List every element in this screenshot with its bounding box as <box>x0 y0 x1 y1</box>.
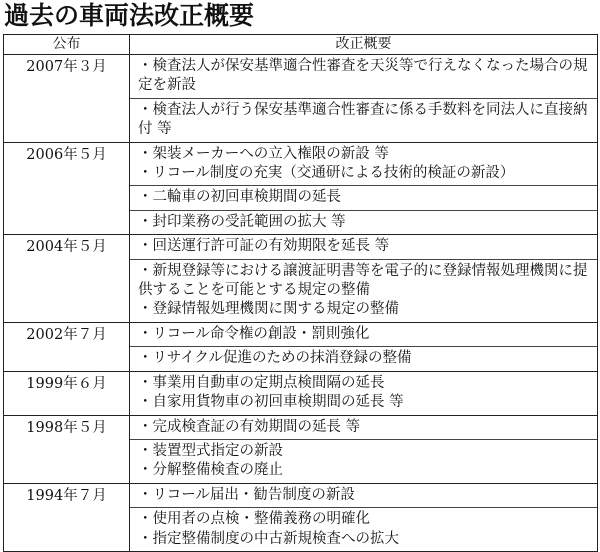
table-row <box>4 142 598 235</box>
table-row <box>4 371 598 415</box>
summary-item: ・検査法人が行う保安基準適合性審査に係る手数料を同法人に直接納付 等 <box>138 101 588 138</box>
summary-group <box>130 416 597 439</box>
summary-group <box>130 507 597 551</box>
promulgation-date: 2006年５月 <box>4 142 130 235</box>
promulgation-date: 2004年５月 <box>4 235 130 323</box>
promulgation-date: 2002年７月 <box>4 322 130 371</box>
summary-group <box>130 259 597 322</box>
summary-item: ・完成検査証の有効期間の延長 等 <box>138 418 361 435</box>
summary-item: ・新規登録等における譲渡証明書等を電子的に登録情報処理機関に提供することを可能とする規定の整備 <box>138 262 588 299</box>
summary-item: ・分解整備検査の廃止 <box>138 462 283 479</box>
summary-group <box>130 484 597 507</box>
revision-summary-cell <box>130 322 598 371</box>
summary-item: ・二輪車の初回車検期間の延長 <box>138 189 341 206</box>
summary-group <box>130 185 597 209</box>
revision-summary-cell <box>130 142 598 235</box>
table-row <box>4 322 598 371</box>
promulgation-date: 1998年５月 <box>4 415 130 483</box>
table-row <box>4 235 598 323</box>
promulgation-date: 1999年６月 <box>4 371 130 415</box>
summary-item: ・架装メーカーへの立入権限の新設 等 <box>138 145 389 162</box>
summary-item: ・リサイクル促進のための抹消登録の整備 <box>138 350 412 367</box>
summary-group <box>130 346 597 370</box>
summary-item: ・指定整備制度の中古新規検査への拡大 <box>138 530 399 547</box>
table-row <box>4 415 598 483</box>
revision-summary-cell <box>130 483 598 551</box>
summary-group <box>130 372 597 415</box>
summary-group <box>130 323 597 346</box>
summary-group <box>130 143 597 186</box>
column-header-summary: 改正概要 <box>130 35 598 55</box>
summary-group <box>130 55 597 98</box>
summary-group <box>130 439 597 483</box>
summary-item: ・封印業務の受託範囲の拡大 等 <box>138 213 346 230</box>
revision-summary-cell <box>130 55 598 143</box>
revision-summary-cell <box>130 371 598 415</box>
summary-group <box>130 210 597 234</box>
table-row <box>4 55 598 143</box>
promulgation-date: 2007年３月 <box>4 55 130 143</box>
summary-item: ・装置型式指定の新設 <box>138 442 283 459</box>
table-body <box>4 55 598 552</box>
summary-item: ・登録情報処理機関に関する規定の整備 <box>138 301 399 318</box>
summary-item: ・事業用自動車の定期点検間隔の延長 <box>138 374 385 391</box>
table-row <box>4 483 598 551</box>
summary-item: ・リコール届出・勧告制度の新設 <box>138 486 355 503</box>
table-header-row <box>4 35 598 55</box>
revision-table <box>3 34 598 552</box>
summary-item: ・リコール制度の充実（交通研による技術的検証の新設） <box>138 165 515 182</box>
revision-summary-cell <box>130 235 598 323</box>
summary-item: ・使用者の点検・整備義務の明確化 <box>138 511 370 528</box>
column-header-date: 公布 <box>4 35 130 55</box>
summary-item: ・リコール命令権の創設・罰則強化 <box>138 325 370 342</box>
summary-group <box>130 98 597 142</box>
page-title: 過去の車両法改正概要 <box>4 1 255 30</box>
summary-item: ・検査法人が保安基準適合性審査を天災等で行えなくなった場合の規定を新設 <box>138 58 588 94</box>
revision-summary-cell <box>130 415 598 483</box>
promulgation-date: 1994年７月 <box>4 483 130 551</box>
summary-item: ・回送運行許可証の有効期限を延長 等 <box>138 238 390 255</box>
summary-item: ・自家用貨物車の初回車検期間の延長 等 <box>138 394 404 411</box>
summary-group <box>130 235 597 258</box>
